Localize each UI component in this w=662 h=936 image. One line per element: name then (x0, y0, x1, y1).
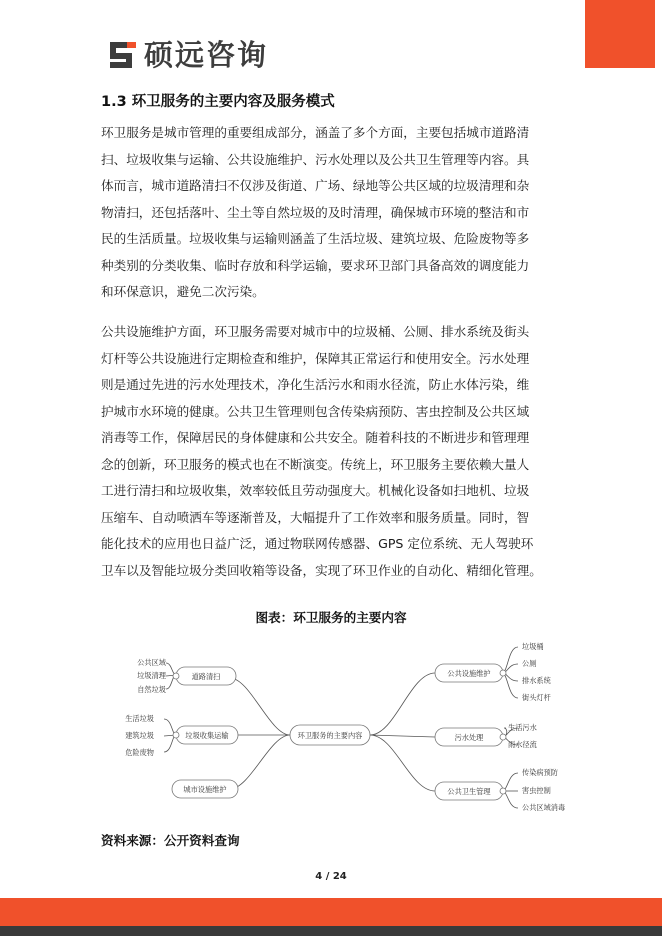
diagram-connector (173, 732, 179, 738)
branch-label: 公共设施维护 (447, 669, 491, 678)
leaf-label: 害虫控制 (522, 786, 551, 795)
page-number: 4 / 24 (315, 871, 347, 882)
footer-accent-bar (0, 898, 662, 926)
center-node-label: 环卫服务的主要内容 (297, 731, 363, 740)
corner-accent-block (585, 0, 655, 68)
paragraph-line: 民的生活质量。垃圾收集与运输则涵盖了生活垃圾、建筑垃圾、危险废物等多 (101, 231, 530, 246)
leaf-label: 传染病预防 (522, 768, 558, 777)
connector-line (230, 735, 290, 789)
paragraph-line: 种类别的分类收集、临时存放和科学运输，要求环卫部门具备高效的调度能力 (101, 257, 530, 273)
branch-label: 道路清扫 (191, 672, 221, 681)
diagram-connector (502, 673, 518, 698)
branch-label: 垃圾收集运输 (185, 731, 229, 740)
leaf-label: 自然垃圾 (137, 685, 166, 694)
leaf-label: 公共区域消毒 (522, 803, 566, 812)
logo-text: 硕远咨询 (144, 38, 269, 72)
leaf-label: 生活垃圾 (125, 714, 154, 723)
leaf-label: 垃圾清理 (137, 671, 166, 680)
connector-line (370, 673, 435, 735)
connector-line (370, 735, 435, 791)
paragraph-line: 卫车以及智能垃圾分类回收箱等设备，实现了环卫作业的自动化、精细化管理。 (101, 562, 542, 578)
paragraph-line: 环卫服务是城市管理的重要组成部分，涵盖了多个方面，主要包括城市道路清 (101, 125, 530, 140)
company-logo (108, 38, 268, 72)
paragraph-line: 念的创新，环卫服务的模式也在不断演变。传统上，环卫服务主要依赖大量人 (101, 456, 530, 472)
diagram-connector (500, 788, 506, 794)
branch-label: 污水处理 (454, 733, 484, 742)
paragraph-1 (101, 120, 561, 306)
section-title: 1.3 环卫服务的主要内容及服务模式 (101, 94, 335, 110)
paragraph-line: 灯杆等公共设施进行定期检查和维护，保障其正常运行和使用安全。污水处理 (101, 350, 530, 366)
paragraph-line: 物清扫，还包括落叶、尘土等自然垃圾的及时清理，确保城市环境的整洁和市 (101, 204, 530, 220)
diagram-connector (502, 647, 518, 673)
diagram-connector (127, 42, 136, 48)
leaf-label: 公共区域 (137, 658, 166, 667)
paragraph-line: 护城市水环境的健康。公共卫生管理则包含传染病预防、害虫控制及公共区域 (101, 403, 530, 419)
leaf-label: 雨水径流 (508, 740, 537, 749)
leaf-label: 街头灯杆 (522, 693, 551, 702)
diagram-connector (173, 673, 179, 679)
leaf-label: 公厕 (522, 659, 537, 668)
leaf-label: 排水系统 (522, 676, 551, 685)
mind-map-diagram (100, 633, 580, 815)
connector-line (230, 678, 290, 735)
branch-label: 公共卫生管理 (447, 787, 491, 796)
diagram-connector (500, 734, 506, 740)
paragraph-line: 压缩车、自动喷洒车等逐渐普及，大幅提升了工作效率和服务质量。同时，智 (101, 509, 530, 525)
diagram-connector (500, 670, 506, 676)
paragraph-line: 和环保意识，避免二次污染。 (101, 284, 265, 299)
source-note: 资料来源：公开资料查询 (101, 833, 240, 848)
footer-dark-strip (0, 926, 662, 936)
paragraph-line: 体而言，城市道路清扫不仅涉及街道、广场、绿地等公共区域的垃圾清理和杂 (101, 178, 530, 193)
paragraph-line: 公共设施维护方面，环卫服务需要对城市中的垃圾桶、公厕、排水系统及街头 (101, 324, 530, 339)
figure-caption: 图表：环卫服务的主要内容 (255, 610, 407, 625)
paragraph-line: 能化技术的应用也日益广泛，通过物联网传感器、GPS 定位系统、无人驾驶环 (101, 536, 534, 551)
paragraph-line: 扫、垃圾收集与运输、公共设施维护、污水处理以及公共卫生管理等内容。具 (101, 151, 530, 167)
paragraph-2 (101, 319, 561, 584)
paragraph-line: 则是通过先进的污水处理技术，净化生活污水和雨水径流，防止水体污染，维 (101, 377, 530, 392)
leaf-label: 建筑垃圾 (125, 731, 154, 740)
paragraph-line: 工进行清扫和垃圾收集，效率较低且劳动强度大。机械化设备如扫地机、垃圾 (101, 483, 530, 498)
paragraph-line: 消毒等工作，保障居民的身体健康和公共安全。随着科技的不断进步和管理理 (101, 430, 530, 445)
leaf-label: 危险废物 (125, 748, 154, 757)
leaf-label: 垃圾桶 (522, 642, 544, 651)
connector-line (370, 735, 435, 737)
leaf-label: 生活污水 (508, 723, 537, 732)
logo-mark-icon (108, 40, 138, 70)
branch-label: 城市设施维护 (183, 785, 227, 794)
